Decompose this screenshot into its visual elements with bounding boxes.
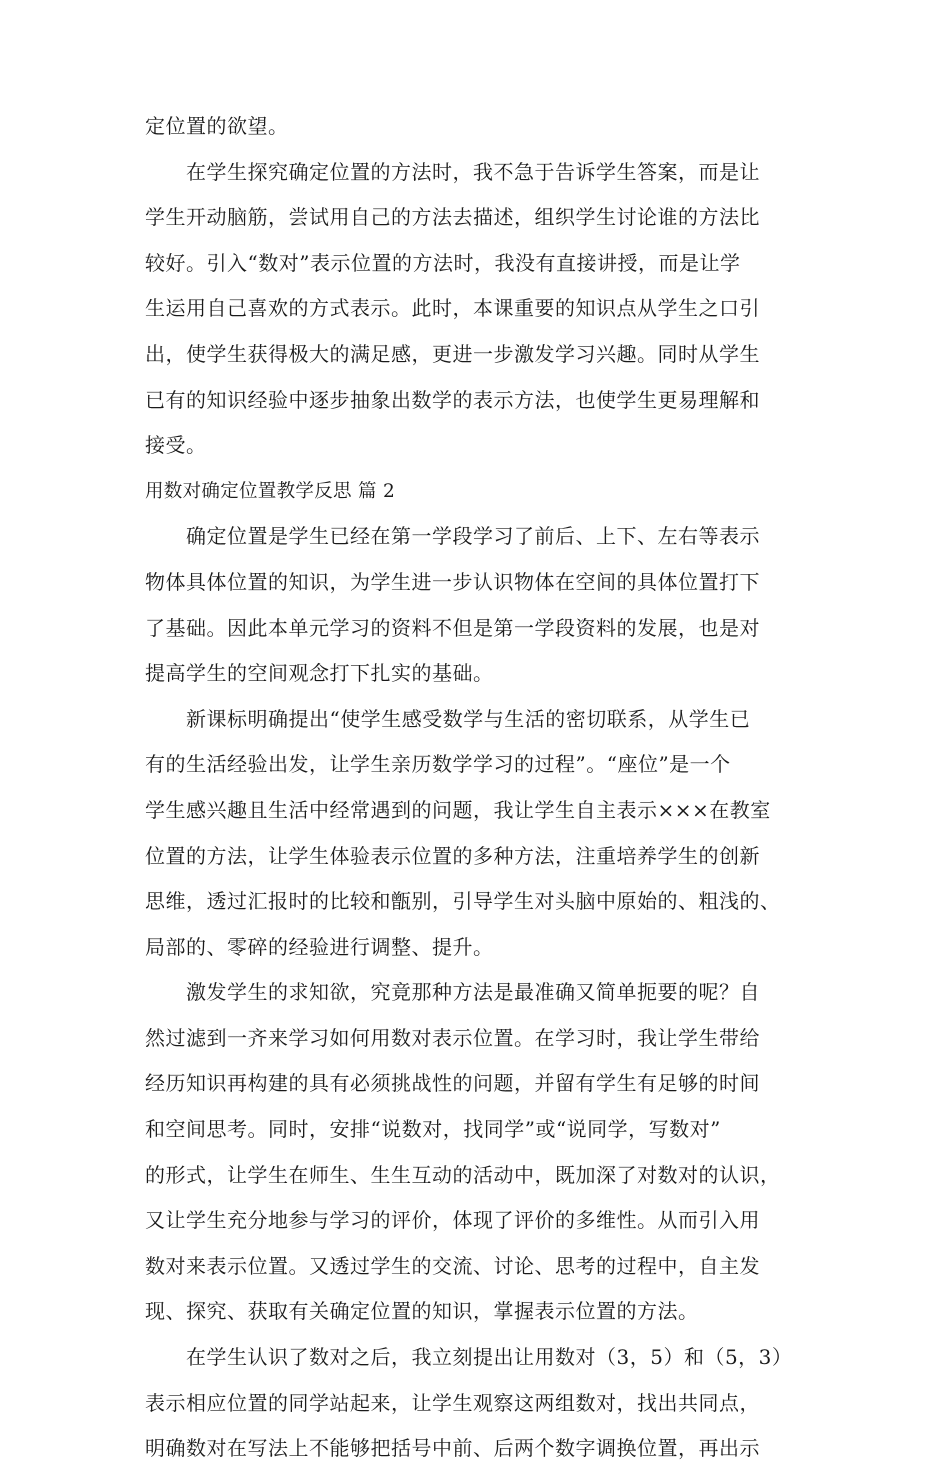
- text-line: 生运用自己喜欢的方式表示。此时，本课重要的知识点从学生之口引: [145, 296, 760, 321]
- text-line: 定位置的欲望。: [145, 114, 289, 138]
- text-line: 出，使学生获得极大的满足感，更进一步激发学习兴趣。同时从学生: [145, 341, 760, 366]
- section-heading: 用数对确定位置教学反思 篇 2: [145, 480, 396, 502]
- text-line: 接受。: [145, 433, 207, 458]
- text-line: 又让学生充分地参与学习的评价，体现了评价的多维性。从而引入用: [145, 1208, 760, 1233]
- text-line: 的形式，让学生在师生、生生互动的活动中，既加深了对数对的认识，: [145, 1162, 781, 1187]
- text-line: 物体具体位置的知识，为学生进一步认识物体在空间的具体位置打下: [145, 569, 760, 594]
- text-line: 位置的方法，让学生体验表示位置的多种方法，注重培养学生的创新: [145, 843, 760, 868]
- paragraph-first-line: 激发学生的求知欲，究竟那种方法是最准确又简单扼要的呢？自: [186, 980, 760, 1005]
- text-line: 有的生活经验出发，让学生亲历数学学习的过程”。“座位”是一个: [145, 752, 731, 777]
- document-body: [145, 104, 845, 1472]
- text-line: 经历知识再构建的具有必须挑战性的问题，并留有学生有足够的时间: [145, 1071, 760, 1096]
- text-line: 表示相应位置的同学站起来，让学生观察这两组数对，找出共同点，: [145, 1390, 760, 1415]
- text-line: 思维，透过汇报时的比较和甑别，引导学生对头脑中原始的、粗浅的、: [145, 889, 781, 914]
- paragraph-first-line: 在学生探究确定位置的方法时，我不急于告诉学生答案，而是让: [186, 159, 760, 184]
- paragraph-first-line: 确定位置是学生已经在第一学段学习了前后、上下、左右等表示: [186, 524, 760, 549]
- paragraph-first-line: 新课标明确提出“使学生感受数学与生活的密切联系，从学生已: [186, 706, 751, 731]
- text-line: 和空间思考。同时，安排“说数对，找同学”或“说同学，写数对”: [145, 1117, 721, 1142]
- text-line: 学生感兴趣且生活中经常遇到的问题，我让学生自主表示×××在教室: [145, 797, 771, 822]
- text-line: 现、探究、获取有关确定位置的知识，掌握表示位置的方法。: [145, 1299, 699, 1324]
- text-line: 局部的、零碎的经验进行调整、提升。: [145, 934, 494, 959]
- text-line: 已有的知识经验中逐步抽象出数学的表示方法，也使学生更易理解和: [145, 387, 760, 412]
- text-line: 了基础。因此本单元学习的资料不但是第一学段资料的发展，也是对: [145, 615, 760, 640]
- text-line: 学生开动脑筋，尝试用自己的方法去描述，组织学生讨论谁的方法比: [145, 205, 760, 230]
- text-line: 明确数对在写法上不能够把括号中前、后两个数字调换位置，再出示: [145, 1436, 760, 1461]
- text-line: 然过滤到一齐来学习如何用数对表示位置。在学习时，我让学生带给: [145, 1025, 760, 1050]
- paragraph-first-line: 在学生认识了数对之后，我立刻提出让用数对（3，5）和（5，3）: [186, 1345, 793, 1370]
- text-line: 较好。引入“数对”表示位置的方法时，我没有直接讲授，而是让学: [145, 250, 741, 275]
- text-line: 数对来表示位置。又透过学生的交流、讨论、思考的过程中，自主发: [145, 1253, 760, 1278]
- text-line: 提高学生的空间观念打下扎实的基础。: [145, 661, 494, 686]
